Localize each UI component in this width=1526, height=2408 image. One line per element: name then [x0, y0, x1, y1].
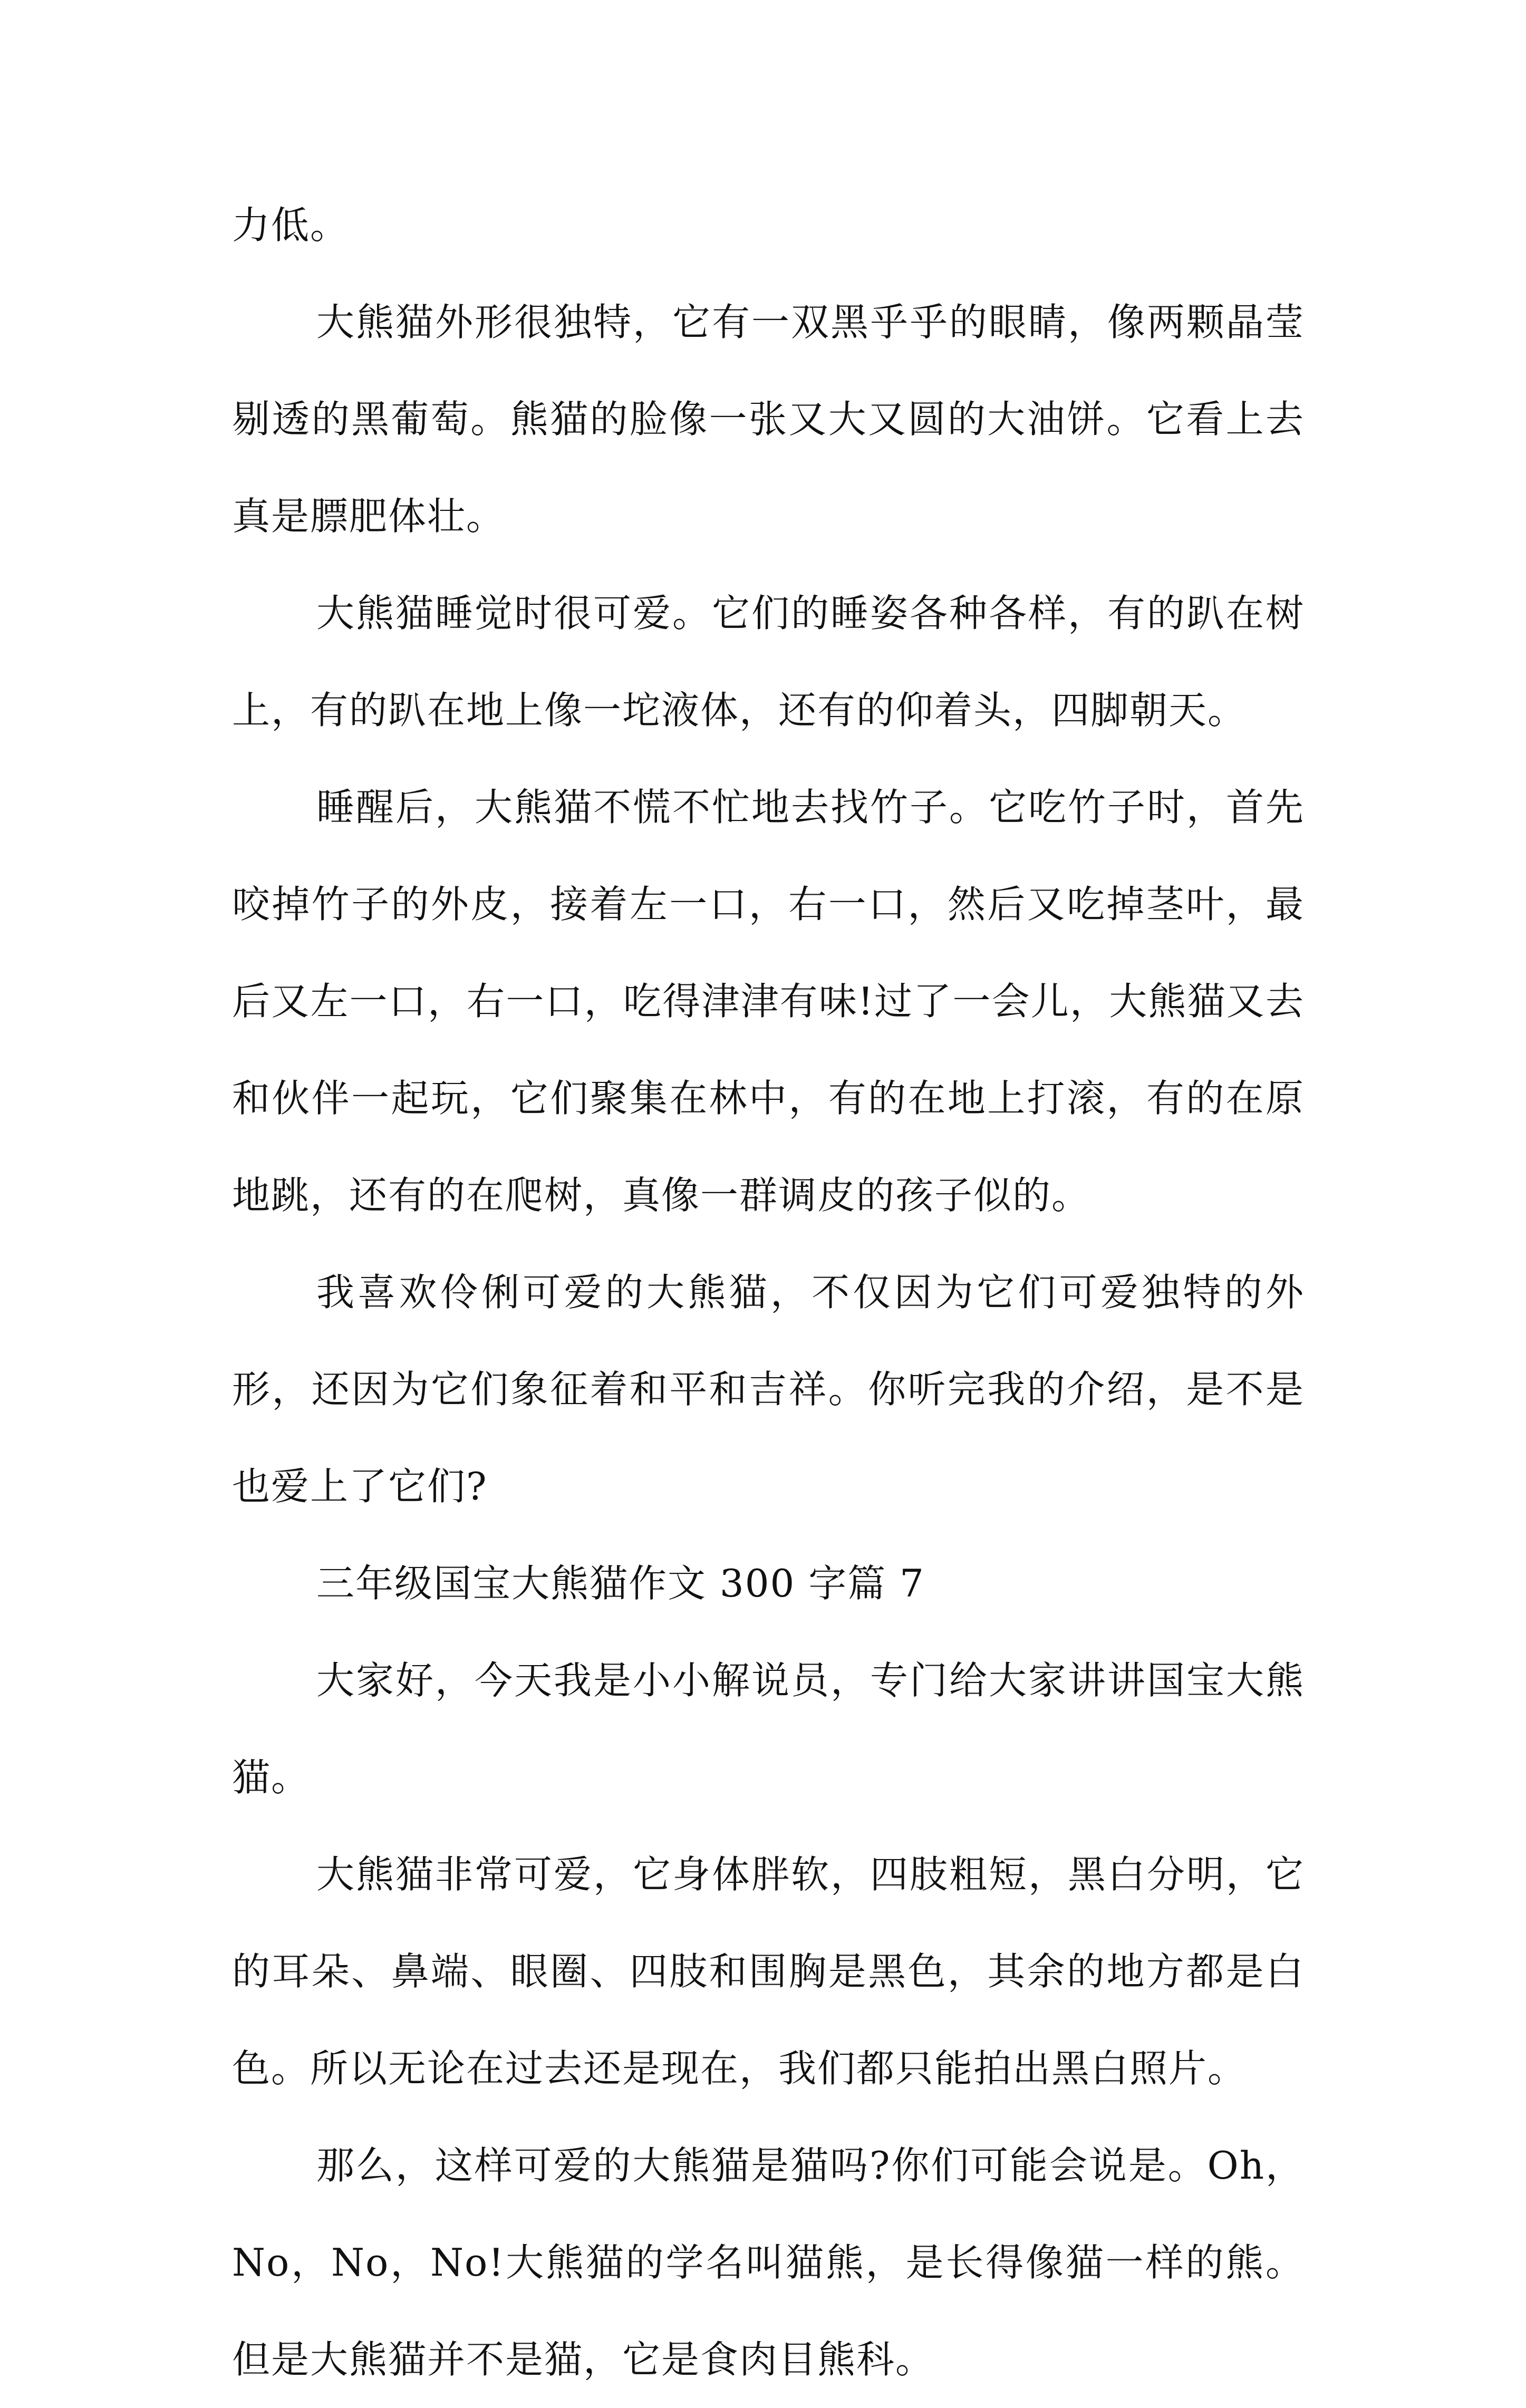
paragraph-6: 大家好，今天我是小小解说员，专门给大家讲讲国宝大熊猫。 — [232, 1658, 1305, 1800]
paragraph-8: 那么，这样可爱的大熊猫是猫吗?你们可能会说是。Oh，No，No，No!大熊猫的学名叫猫熊，是长得像猫一样的熊。但是大熊猫并不是猫，它是食肉目熊科。 — [232, 2143, 1305, 2382]
paragraph-3: 大熊猫睡觉时很可爱。它们的睡姿各种各样，有的趴在树上，有的趴在地上像一坨液体，还有的仰着头，四脚朝天。 — [232, 591, 1305, 732]
section-heading: 三年级国宝大熊猫作文 300 字篇 7 — [316, 1561, 925, 1606]
paragraph-2: 大熊猫外形很独特，它有一双黑乎乎的眼睛，像两颗晶莹剔透的黑葡萄。熊猫的脸像一张又大又圆的大油饼。它看上去真是膘肥体壮。 — [232, 300, 1305, 538]
paragraph-7: 大熊猫非常可爱，它身体胖软，四肢粗短，黑白分明，它的耳朵、鼻端、眼圈、四肢和围胸是黑色，其余的地方都是白色。所以无论在过去还是现在，我们都只能拍出黑白照片。 — [232, 1852, 1305, 2091]
paragraph-1: 力低。 — [232, 203, 350, 247]
document-body — [232, 177, 1305, 2408]
paragraph-4: 睡醒后，大熊猫不慌不忙地去找竹子。它吃竹子时，首先咬掉竹子的外皮，接着左一口，右一口，然后又吃掉茎叶，最后又左一口，右一口，吃得津津有味!过了一会儿，大熊猫又去和伙伴一起玩，它们聚集在林中，有的在地上打滚，有的在原地跳，还有的在爬树，真像一群调皮的孩子似的。 — [232, 785, 1305, 1217]
paragraph-5: 我喜欢伶俐可爱的大熊猫，不仅因为它们可爱独特的外形，还因为它们象征着和平和吉祥。你听完我的介绍，是不是也爱上了它们? — [232, 1270, 1305, 1508]
